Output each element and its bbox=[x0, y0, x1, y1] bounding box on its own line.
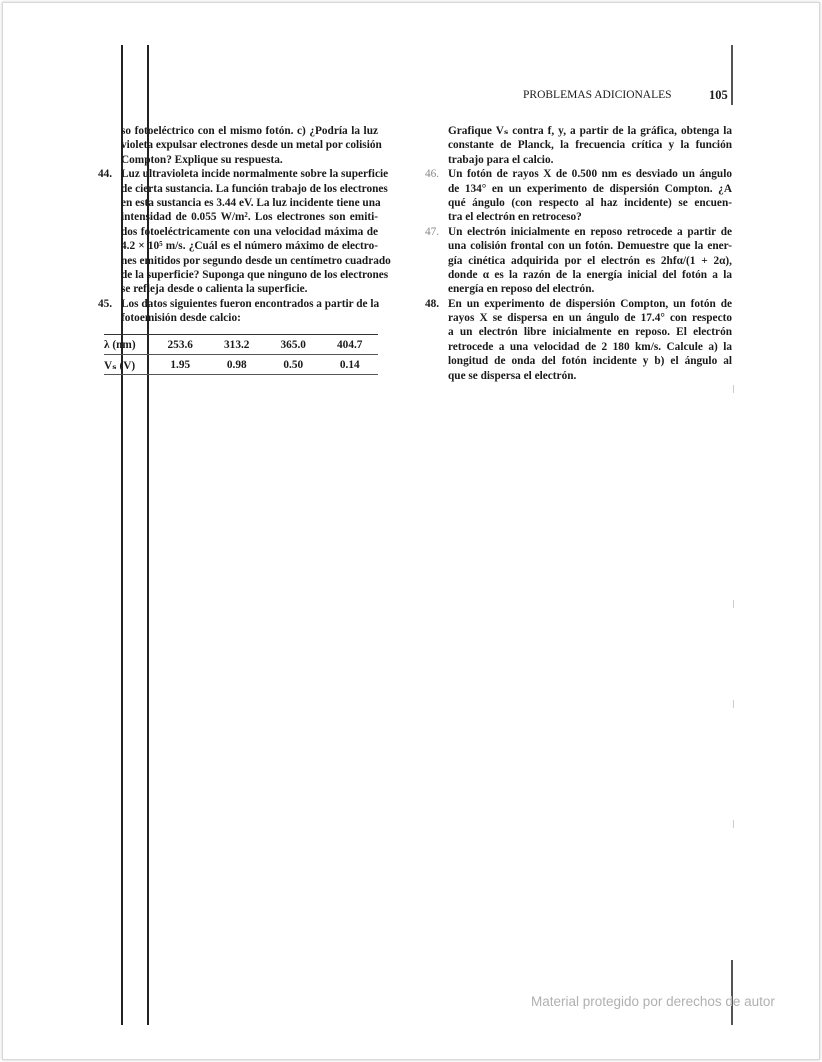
text-line bbox=[448, 282, 732, 296]
scan-mark bbox=[733, 700, 734, 708]
line-text: so fotoeléctrico con el mismo fotón. c) ¿Podría la luz bbox=[121, 125, 378, 137]
line-text: Un fotón de rayos X de 0.500 nm es desviado un ángulo bbox=[448, 168, 732, 181]
table-cell: 0.14 bbox=[339, 358, 360, 371]
line-text: gía cinética adquirida por el electrón es 2hfα/(1 + 2α), bbox=[448, 254, 732, 267]
text-line bbox=[448, 239, 732, 253]
problem-number: 45. bbox=[98, 297, 113, 310]
scan-mark bbox=[733, 385, 734, 393]
text-line bbox=[448, 182, 732, 196]
table-row-stopping-voltage bbox=[104, 355, 378, 375]
problem-number: 47. bbox=[425, 225, 440, 238]
line-text: se refleja desde o calienta la superficie. bbox=[121, 283, 308, 296]
running-header: PROBLEMAS ADICIONALES bbox=[523, 89, 672, 101]
line-text: longitud de onda del fotón incidente y b) el ángulo al bbox=[448, 355, 732, 368]
text-line bbox=[121, 153, 378, 167]
right-column bbox=[425, 124, 732, 383]
text-line bbox=[121, 182, 388, 196]
text-line bbox=[448, 138, 732, 152]
text-line bbox=[121, 254, 391, 268]
problem-number: 44. bbox=[98, 168, 113, 181]
text-line bbox=[121, 311, 378, 325]
line-text: nes emitidos por segundo desde un centímetro cuadrado bbox=[121, 254, 391, 267]
text-line bbox=[121, 225, 378, 239]
text-line bbox=[121, 138, 382, 152]
text-line bbox=[121, 282, 378, 296]
data-table bbox=[104, 334, 378, 375]
scan-mark bbox=[733, 820, 734, 828]
line-text: donde α es la razón de la energía inicial del fotón a la bbox=[448, 268, 732, 281]
text-line bbox=[448, 311, 732, 325]
text-line bbox=[425, 225, 732, 239]
text-line bbox=[448, 340, 732, 354]
line-text: en esta sustancia es 3.44 eV. La luz incidente tiene una bbox=[121, 196, 381, 209]
table-cell: 313.2 bbox=[224, 338, 250, 351]
text-line bbox=[448, 369, 732, 383]
text-line bbox=[448, 124, 732, 138]
line-text: de la superficie? Suponga que ninguno de los electrones bbox=[121, 268, 389, 281]
text-line bbox=[448, 268, 732, 282]
problem-number: 46. bbox=[425, 168, 440, 181]
table-cell: 404.7 bbox=[337, 338, 363, 351]
line-text: Los datos siguientes fueron encontrados a partir de la bbox=[121, 297, 380, 310]
line-text: una colisión frontal con un fotón. Demuestre que la ener- bbox=[448, 240, 732, 253]
left-column bbox=[98, 124, 391, 325]
problem-number: 48. bbox=[425, 297, 440, 310]
text-line bbox=[425, 167, 732, 181]
text-line bbox=[121, 124, 378, 138]
line-text: Un electrón inicialmente en reposo retrocede a partir de bbox=[448, 225, 732, 238]
row-label: λ (nm) bbox=[104, 338, 136, 351]
line-text: de 134° en un experimento de dispersión Compton. ¿A bbox=[448, 182, 732, 195]
line-text: retrocede a una velocidad de 2 180 km/s. Calcule a) la bbox=[448, 340, 732, 353]
scan-mark bbox=[733, 600, 734, 608]
line-text: de cierta sustancia. La función trabajo de los electrones bbox=[121, 182, 388, 195]
text-line bbox=[98, 167, 389, 181]
table-cell: 253.6 bbox=[167, 338, 193, 351]
line-text: intensidad de 0.055 W/m². Los electrones son emiti- bbox=[121, 211, 378, 224]
scan-artifact-line bbox=[731, 45, 733, 105]
text-line bbox=[121, 210, 378, 224]
text-line bbox=[448, 153, 732, 167]
line-text: a un electrón libre inicialmente en reposo. El electrón bbox=[448, 326, 732, 339]
line-text: En un experimento de dispersión Compton, un fotón de bbox=[448, 297, 732, 310]
table-cell: 365.0 bbox=[280, 338, 306, 351]
table-cell: 0.50 bbox=[283, 358, 304, 371]
line-text: rayos X se dispersa en un ángulo de 17.4° con respecto bbox=[448, 312, 732, 325]
text-line bbox=[448, 196, 732, 210]
line-text: dos fotoeléctricamente con una velocidad máxima de bbox=[121, 225, 378, 238]
text-line bbox=[448, 354, 732, 368]
text-line bbox=[448, 254, 732, 268]
line-text: Luz ultravioleta incide normalmente sobre la superficie bbox=[121, 168, 389, 181]
text-line bbox=[121, 239, 378, 253]
row-label: Vₛ (V) bbox=[104, 359, 136, 372]
text-line bbox=[448, 210, 732, 224]
scan-artifact-line bbox=[731, 960, 733, 1025]
line-text: Grafique Vₛ contra f, y, a partir de la gráfica, obtenga la bbox=[448, 125, 732, 137]
table-row-wavelength bbox=[104, 335, 378, 355]
line-text: que se dispersa el electrón. bbox=[448, 369, 577, 382]
text-line bbox=[98, 297, 380, 311]
text-line bbox=[121, 196, 381, 210]
page-number: 105 bbox=[709, 88, 728, 102]
line-text: qué ángulo (con respecto al haz incidente) se encuen- bbox=[448, 196, 732, 209]
line-text: 4.2 × 10⁵ m/s. ¿Cuál es el número máximo de electro- bbox=[121, 240, 378, 253]
line-text: energía en reposo del electrón. bbox=[448, 283, 595, 296]
table-cell: 1.95 bbox=[170, 358, 191, 371]
text-line bbox=[425, 297, 732, 311]
line-text: Compton? Explique su respuesta. bbox=[121, 153, 283, 166]
text-line bbox=[448, 325, 732, 339]
line-text: tra el electrón en retroceso? bbox=[448, 211, 582, 224]
line-text: fotoemisión desde calcio: bbox=[121, 312, 241, 325]
line-text: trabajo para el calcio. bbox=[448, 153, 554, 166]
copyright-watermark: Material protegido por derechos de autor bbox=[531, 994, 775, 1009]
table-cell: 0.98 bbox=[226, 358, 247, 371]
line-text: violeta expulsar electrones desde un metal por colisión bbox=[121, 139, 382, 152]
text-line bbox=[121, 268, 389, 282]
line-text: constante de Planck, la frecuencia crítica y la función bbox=[448, 139, 732, 152]
